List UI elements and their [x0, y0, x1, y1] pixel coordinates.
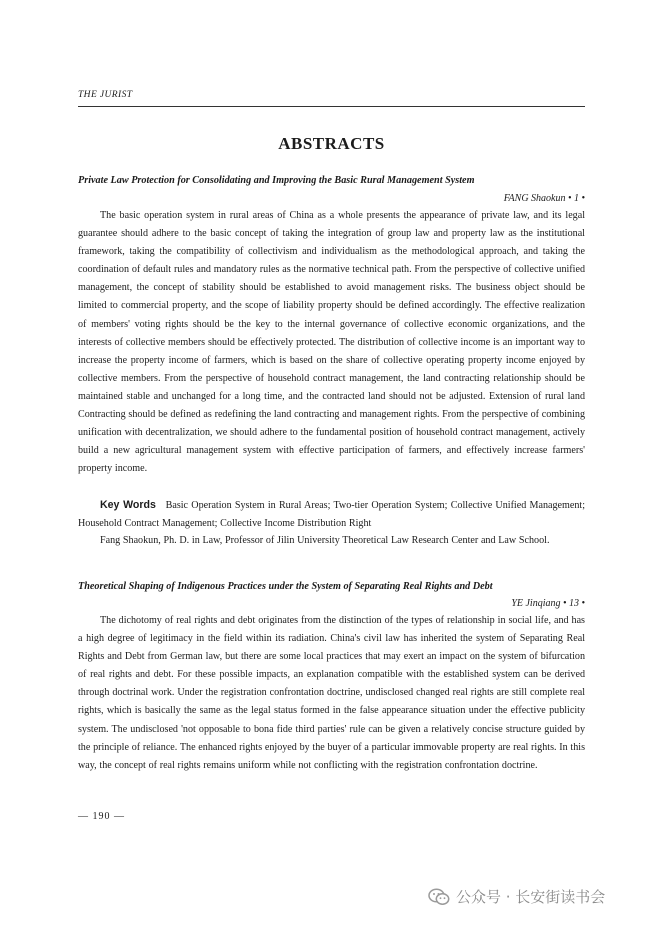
header-rule	[78, 106, 585, 107]
article-2-abstract: The dichotomy of real rights and debt originates from the distinction of the types of relationship in social life, and has a high degree of legitimacy in the field within its radiation. China's civil law has inherited the system of Separating Real Rights and Debt from German law, but there are some local practices that may exert an impact on the system of bifurcation of real rights and debt. For these possible impacts, an explanation compatible with the established system can be derived through doctrinal work. Under the registration confrontation doctrine, undisclosed changed real rights are still complete real rights, which is basically the same as the legal status formed in the false appearance situation under the effective publicity system. The undisclosed 'not opposable to bona fide third parties' rule can be given a relatively concise structure guided by the principle of reliance. The enhanced rights enjoyed by the buyer of a particular immovable property are real rights. In this way, the concept of real rights remains uniform while not conflicting with the registration confrontation doctrine.	[78, 615, 585, 771]
page-title: ABSTRACTS	[278, 134, 385, 153]
watermark	[428, 886, 605, 907]
article-2-title: Theoretical Shaping of Indigenous Practices under the System of Separating Real Rights and Debt	[78, 581, 493, 592]
article-1-author: FANG Shaokun • 1 •	[503, 193, 585, 204]
article-1-author-bio: Fang Shaokun, Ph. D. in Law, Professor of Jilin University Theoretical Law Research Center and Law School.	[100, 535, 550, 546]
running-head: THE JURIST	[78, 90, 133, 100]
article-1-keywords	[78, 496, 585, 533]
article-1-abstract: The basic operation system in rural areas of China as a whole presents the appearance of private law, and its legal guarantee should adhere to the basic concept of taking the integration of group law and property law as the institutional framework, taking the compatibility of collectivism and individualism as the methodological approach, and taking the coordination of default rules and mandatory rules as the normative technical path. From the perspective of collective unified management, the concept of stability should be established to avoid management risks. The business object should be limited to commercial property, and the scope of liability property should be defined accordingly. The effective realization of members' voting rights should be the key to the internal governance of collective economic organizations, and the interests of collective members should be effectively protected. The distribution of collective income is an important way to increase the property income of farmers, which is based on the share of collective operating property income enjoyed by collective members. From the perspective of household contract management, the land contracting relationship should be maintained stable and unchanged for a long time, and the contracted land should not be adjusted. Extension of rural land Contracting should be defined as redefining the land contracting and management rights. From the perspective of combining unification with decentralization, we should adhere to the fundamental position of household contract management, actively build a new agricultural management system with effective participation of farmers, and effectively increase farmers' property income.	[78, 210, 585, 475]
keywords-label: Key Words	[100, 499, 156, 511]
watermark-text: 公众号 · 长安街读书会	[456, 888, 606, 906]
wechat-icon	[428, 888, 450, 906]
article-2-author: YE Jinqiang • 13 •	[511, 598, 585, 609]
keywords-text: Basic Operation System in Rural Areas; Two-tier Operation System; Collective Unified Management; Household Contract Management; Collective Income Distribution Right	[78, 500, 585, 530]
article-1-title: Private Law Protection for Consolidating and Improving the Basic Rural Management System	[78, 175, 475, 186]
page-number: — 190 —	[78, 811, 125, 822]
